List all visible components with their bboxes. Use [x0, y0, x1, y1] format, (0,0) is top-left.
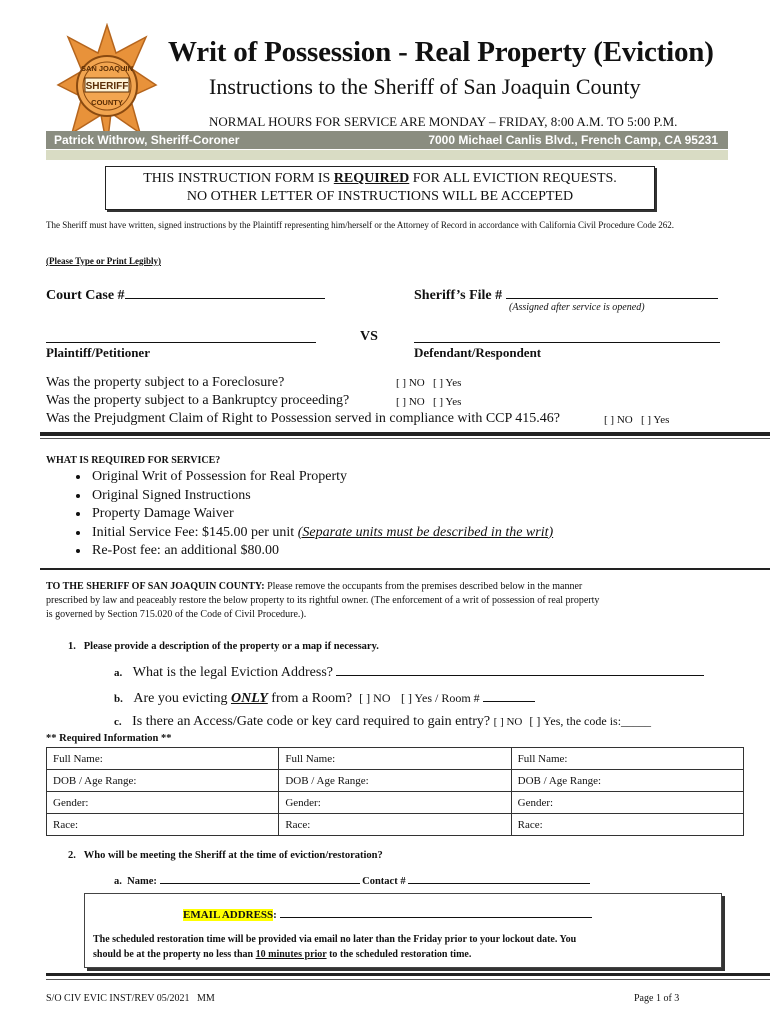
- item-1a-label: a.: [114, 667, 123, 679]
- to-sheriff-body-1: Please remove the occupants from the premises described below in the manner: [264, 581, 583, 592]
- sheriff-file-input[interactable]: [506, 286, 718, 299]
- bankruptcy-no-checkbox[interactable]: [ ] NO: [396, 396, 425, 408]
- sheriff-name: Patrick Withrow, Sheriff-Coroner: [54, 133, 240, 147]
- prejudgment-checkboxes[interactable]: [604, 414, 669, 426]
- item-1: [68, 641, 379, 652]
- fee-text: Initial Service Fee: $145.00 per unit: [92, 524, 298, 540]
- footer-divider: [46, 973, 770, 976]
- access-yes-checkbox[interactable]: [ ] Yes, the code is:_____: [529, 714, 652, 728]
- email-notice: [93, 932, 576, 962]
- contact-row: [114, 873, 590, 887]
- bankruptcy-yes-checkbox[interactable]: [ ] Yes: [432, 396, 462, 408]
- intro-text: The Sheriff must have written, signed instructions by the Plaintiff representing him/herself or the Attorney of Record in accordance with California Civil Procedure Code 262.: [46, 220, 675, 230]
- court-case-label: Court Case #: [46, 288, 125, 303]
- foreclosure-yes-checkbox[interactable]: [ ] Yes: [432, 377, 462, 389]
- assigned-note: (Assigned after service is opened): [509, 302, 645, 313]
- room-question-end: from a Room?: [267, 691, 353, 706]
- eviction-address-row: [114, 663, 704, 681]
- form-id: S/O CIV EVIC INST/REV 05/2021 MM: [46, 993, 215, 1004]
- fee-note: (Separate units must be described in the writ): [297, 524, 554, 540]
- notice-text: THIS INSTRUCTION FORM IS: [143, 171, 334, 186]
- room-only: ONLY: [230, 691, 268, 706]
- item-2: [68, 850, 383, 861]
- email-label: EMAIL ADDRESS: [183, 909, 274, 921]
- question-bankruptcy: Was the property subject to a Bankruptcy proceeding?: [46, 393, 350, 408]
- versus-label: VS: [360, 329, 378, 344]
- occupant-info-table: [46, 747, 744, 836]
- section-divider: [40, 432, 770, 436]
- notice-line-2: NO OTHER LETTER OF INSTRUCTIONS WILL BE ACCEPTED: [186, 189, 574, 204]
- table-cell[interactable]: Race:: [279, 814, 511, 836]
- required-info-label: ** Required Information **: [46, 733, 172, 744]
- room-number-input[interactable]: [483, 689, 535, 702]
- notice-required: REQUIRED: [333, 171, 410, 186]
- required-heading: WHAT IS REQUIRED FOR SERVICE?: [46, 455, 221, 466]
- room-question: Are you evicting: [133, 691, 231, 706]
- table-row: [47, 814, 744, 836]
- court-case-input[interactable]: [125, 286, 325, 299]
- table-row: [47, 748, 744, 770]
- table-cell[interactable]: Full Name:: [279, 748, 511, 770]
- table-row: [47, 770, 744, 792]
- table-cell[interactable]: Gender:: [279, 792, 511, 814]
- to-sheriff-paragraph: [46, 580, 746, 622]
- access-code-row: [114, 714, 651, 730]
- footer-divider-thin: [46, 979, 770, 980]
- defendant-label: Defendant/Respondent: [414, 345, 542, 360]
- header-banner: [46, 131, 728, 149]
- table-cell[interactable]: DOB / Age Range:: [47, 770, 279, 792]
- email-colon: :: [273, 909, 277, 921]
- sheriff-file-label: Sheriff’s File #: [414, 288, 503, 303]
- room-row: [114, 689, 535, 707]
- table-row: [47, 792, 744, 814]
- item-2a-label: a.: [114, 876, 122, 887]
- access-no-checkbox[interactable]: [ ] NO: [493, 716, 523, 728]
- table-cell[interactable]: Gender:: [511, 792, 743, 814]
- to-sheriff-lead: TO THE SHERIFF OF SAN JOAQUIN COUNTY:: [46, 581, 265, 592]
- item-2-number: 2.: [68, 850, 76, 861]
- email-notice-line-2-end: to the scheduled restoration time.: [326, 949, 472, 960]
- prejudgment-no-checkbox[interactable]: [ ] NO: [604, 414, 633, 426]
- required-list: [46, 468, 553, 561]
- eviction-address-label: What is the legal Eviction Address?: [132, 665, 333, 680]
- page-number: Page 1 of 3: [634, 993, 680, 1004]
- table-cell[interactable]: Gender:: [47, 792, 279, 814]
- notice-text-end: FOR ALL EVICTION REQUESTS.: [409, 171, 617, 186]
- required-item: • Original Signed Instructions: [90, 487, 553, 506]
- item-1-number: 1.: [68, 641, 76, 652]
- court-case-field[interactable]: [46, 286, 325, 304]
- email-box: [84, 893, 722, 968]
- badge-text-bottom: COUNTY: [91, 98, 123, 107]
- room-no-checkbox[interactable]: [ ] NO: [359, 691, 391, 705]
- plaintiff-label: Plaintiff/Petitioner: [46, 345, 150, 360]
- table-cell[interactable]: DOB / Age Range:: [279, 770, 511, 792]
- prejudgment-yes-checkbox[interactable]: [ ] Yes: [640, 414, 670, 426]
- to-sheriff-body-3: is governed by Section 715.020 of the Code of Civil Procedure.).: [46, 609, 307, 620]
- to-sheriff-body-2: prescribed by law and peaceably restore the below property to its rightful owner. (The enforcement of a writ of possession of real property: [46, 595, 600, 606]
- required-item: • Original Writ of Possession for Real Property: [90, 468, 553, 487]
- table-cell[interactable]: Full Name:: [511, 748, 743, 770]
- required-notice-box: [105, 166, 655, 210]
- contact-number-label: Contact #: [362, 876, 406, 887]
- defendant-input[interactable]: [414, 330, 720, 343]
- table-cell[interactable]: Full Name:: [47, 748, 279, 770]
- sheriff-address: 7000 Michael Canlis Blvd., French Camp, CA 95231: [428, 133, 718, 147]
- contact-name-label: Name:: [127, 876, 157, 887]
- print-legibly-note: (Please Type or Print Legibly): [46, 256, 161, 266]
- item-2-text: Who will be meeting the Sheriff at the time of eviction/restoration?: [83, 850, 383, 861]
- bankruptcy-checkboxes[interactable]: [396, 396, 461, 408]
- foreclosure-no-checkbox[interactable]: [ ] NO: [396, 377, 425, 389]
- badge-text-mid: SHERIFF: [85, 81, 129, 92]
- email-row: [183, 907, 592, 921]
- eviction-address-input[interactable]: [336, 663, 704, 676]
- required-item: • Property Damage Waiver: [90, 505, 553, 524]
- page-title: Writ of Possession - Real Property (Eviction): [168, 36, 714, 68]
- item-1c-label: c.: [114, 716, 122, 728]
- item-1b-label: b.: [114, 693, 123, 705]
- badge-text-top: SAN JOAQUIN: [80, 64, 134, 73]
- table-cell[interactable]: DOB / Age Range:: [511, 770, 743, 792]
- email-notice-emphasis: 10 minutes prior: [255, 949, 327, 960]
- email-input[interactable]: [280, 907, 592, 918]
- section-divider-thin: [40, 438, 770, 439]
- contact-name-input[interactable]: [160, 873, 360, 884]
- table-cell[interactable]: Race:: [47, 814, 279, 836]
- page-subtitle: Instructions to the Sheriff of San Joaquin County: [209, 74, 641, 99]
- foreclosure-checkboxes[interactable]: [396, 377, 461, 389]
- item-1-text: Please provide a description of the property or a map if necessary.: [83, 641, 379, 652]
- contact-number-input[interactable]: [408, 873, 590, 884]
- section-divider-2: [40, 568, 770, 570]
- table-cell[interactable]: Race:: [511, 814, 743, 836]
- question-foreclosure: Was the property subject to a Foreclosure?: [46, 375, 285, 390]
- plaintiff-input[interactable]: [46, 330, 316, 343]
- access-code-question: Is there an Access/Gate code or key card required to gain entry?: [132, 714, 491, 729]
- email-notice-line-1: The scheduled restoration time will be provided via email no later than the Friday prior to your lockout date. You: [93, 934, 577, 945]
- email-notice-line-2: should be at the property no less than: [93, 949, 256, 960]
- room-yes-checkbox[interactable]: [ ] Yes / Room #: [400, 691, 480, 705]
- required-item: • Re-Post fee: an additional $80.00: [90, 542, 553, 561]
- question-prejudgment: Was the Prejudgment Claim of Right to Possession served in compliance with CCP 415.46?: [46, 411, 560, 426]
- required-item-fee: [90, 524, 553, 543]
- header-divider: [46, 150, 728, 160]
- service-hours: NORMAL HOURS FOR SERVICE ARE MONDAY – FRIDAY, 8:00 A.M. TO 5:00 P.M.: [209, 114, 678, 129]
